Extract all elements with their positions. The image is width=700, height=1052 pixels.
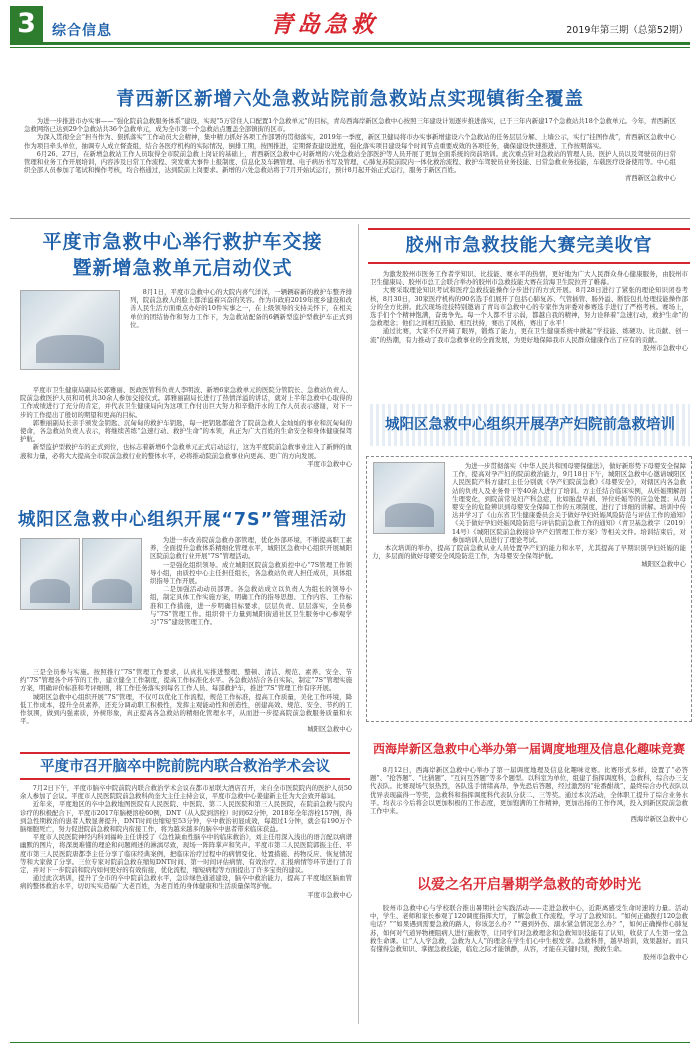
title-rule [20,778,350,780]
photo [20,538,80,610]
article-source: 青西新区急救中心 [624,174,676,183]
column-divider [358,224,359,1024]
article-source: 平度市急救中心 [307,459,352,468]
title-rule [20,752,350,754]
section-divider [10,218,690,219]
article-body: 胶州市急救中心与学校联合推出暑期社会实践活动——走进急救中心，近距离感受生命时速的力量。活动中，学生、老师和家长参观了120调度指挥大厅，了解急救工作流程，学习了急救知识。“如何正确拨打120急救电话？”“如果遇到需要急救的路人，你该怎么办？”“遇到外伤、溺水紧急情况怎么办？”，如何正确操作心肺复苏，如何对气道异物梗阻病人进行施救等，让同学们对急救理念和急救知识技能有了认知，收获了人生第一堂急救生命课。让“人人学急救，急救为人人”的理念在学生们心中生根发芽。急救科普，越早培训，效果越好。而只有懂得急救知识、掌握急救技能，临危之际才能镇静，从容，才能在关键时刻，挽救生命。 胶州市急救中心 [370,904,688,962]
article-title: 胶州市急救技能大赛完美收官 [405,235,653,256]
article-title: 西海岸新区急救中心举办第一届调度地理及信息化趣味竞赛 [372,742,685,756]
article-source: 城阳区急救中心 [641,560,686,569]
masthead-logo: 青岛急救 [270,11,378,38]
article-title: 平度市急救中心举行救护车交接 [42,231,323,253]
article-title: 城阳区急救中心组织开展“7S”管理活动 [17,510,348,530]
title-rule [368,228,690,230]
article-body: 为进一步贯彻落实《中华人民共和国母婴保健法》，做好新形势下母婴安全保障工作，提高对孕产妇的院前救治能力，9月18日下午，城阳区急救中心邀请城阳区人民医院产科方建红主任分别就《孕产妇院前急救》《母婴安全》，对辖区内各急救站的负责人及业务骨干等40余人进行了培训。方主任结合临床实例，从妊娠期解剖生理变化，到院前常见妇产科急症，比如胎盘早剥、异位妊娠等的应急处置；从母婴安全的危险辨识到母婴安全保障工作的五项制度，进行了详细的讲解。培训中传达并学习了《山东省卫生健康委员会关于做好孕妇妊娠风险防范与评估工作的通知》《关于做好孕妇妊娠风险防范与评估院前急救工作的通知》（青卫基急救字〔2019〕14号）《城阳区院前急救接诊孕产妇管理工作方案》等相关文件。培训结束后，对参加培训人员进行了理论考试。 本次培训的举办，提高了院前急救从业人员处置孕产妇的能力和水平，尤其提高了早期识别孕妇妊娠的能力，多层面的做好母婴安全风险防范工作，为母婴安全保驾护航。 城阳区急救中心 [372,462,686,569]
issue-info: 2019年第三期（总第52期） [566,25,688,36]
article-title: 平度市召开脑卒中院前院内联合救治学术会议 [40,759,330,775]
article-body: 8月1日，平度市急救中心的大院内喜气洋洋，一辆辆崭新的救护车整齐排列，院前急救人的脸上都洋溢着兴奋的笑容。作为市政府2019年度乡建设和改善人民生活方面重点办好的10件实事之一，在上级领导的支持关怀下，在相关单位的团结协作和努力工作下，为急救站配备的6辆新型监护型救护车正式到位。 [130,288,352,329]
photo [20,290,120,370]
page-number-badge: 3 [10,6,43,42]
article-body: 三是全员参与实施。按照推行“7S”管理工作要求，认真扎实推进整理、整顿、清洁、规范、素养、安全、节约“7S”管理各个环节的工作，建立健全工作制度，提高工作标准化水平。各急救站结合各自实际，制定“7S”管理实施方案，明确评价标准和考评细则，将工作任务落实到每名工作人员、每部救护车，推进“7S”管理工作有序开展。 城阳区急救中心组织开展“7S”管理，不仅可以优化工作流程，规范工作标准，提高工作质量，美化工作环境，降低工作成本，提升全员素养，还充分调动职工积极性，发挥主观能动性和创造性，创建高效、规范、安全、节约的工作氛围，做到内强素质，外树形象，真正提高各急救站的精细化管理水平，从而进一步提高院前急救服务质量和水平。 城阳区急救中心 [20,668,352,734]
article-source: 胶州市急救中心 [643,953,688,962]
article-title-line2: 暨新增急救单元启动仪式 [72,257,293,279]
article-body: 为激发胶州市医务工作者学知识、比技能、赛水平的热情，更好地为广大人民群众身心健康服务，由胶州市卫生健康局、胶州市总工会联合举办的胶州市急救技能大赛在营海卫生院拉开了帷幕。 大赛采取理论知识考试和医疗急救技能操作分步进行的方式开展。8月28日进行了紧张的理论知识闭卷考核，8月30日，30家医疗机构的90名选手们展开了包括心肺复苏、气管插管、肠外溢、断肢包扎处理技能操作部分的全方比拼。此次现场竞技特别邀请了青岛市急救中心的专家作为评委对参赛选手进行了严格考核。赛场上，选手们个个精神饱满，奋勇争先。每一个人都不甘示弱，都越自我的精神，努力诠释着“急速行动，救护生命”的急救理念；他们之间相互鼓励、相互扶持，赛出了风格，赛出了水平！ 通过比赛，大家不仅开阔了眼界，锻炼了能力，更在卫生健康系统中掀起“学技能、练硬功、比贡献、创一流”的热潮，有力推动了我市急救事业的全面发展，为更好地保障我市人民群众健康作出了应有的贡献。 胶州市急救中心 [370,270,688,352]
article-body: 为进一步改善院前急救办部管理，优化外部环境，不断提高职工素养，全面提升急救体系精细化管理水平，城阳区急救中心组织开展城阳区院前急救行业开展“7S”管理活动。 一是强化组织领导。成立城阳区院前急救质控中心“7S管理工作领导小组，由质控中心主任担任组长，各急救站负责人担任成员，具体组织指导工作开展。 二是加强活动动员部署。各急救站成立以负责人为组长的领导小组，制定具体工作实施方案，明确工作的指导思想、工作内容、工作标准和工作措施，进一步明确目标要求，层层负责、层层落实，全员参与“7S”管理工作。组织骨干力量到城阳街道社区卫生服务中心参观学习“7S”建设管理工作。 [150,536,352,627]
header-rule [10,42,690,45]
article-title: 以爱之名开启暑期学急救的奇妙时光 [417,877,641,893]
article-source: 城阳区急救中心 [307,725,352,734]
photo [82,538,142,610]
article-source: 胶州市急救中心 [643,343,688,352]
article-body: 为进一步推进市办实事——“强化院前急救服务体系”建设，实现“5万常住人口配置1个急救单元”的目标，青岛西海岸新区急救中心按照三年建设计划逐步推进落实，已于三年内新建17个急救站共18个急救单元。今年，青西新区急救网络已达到29个急救站共36个急救单元，成为全市第一个急救站点覆盖全部镇街的区市。 为深入贯彻全会“担当作为、狠抓落实”工作动员大会精神，集中精力抓好各项工作部署的贯彻落实，2019年一季度，新区卫健局将市办实事新增建设六个急救站的任务层层分解、上墙公示，实行“挂图作战”，青西新区急救中心作为项目牵头单位，抽调专人成立督查组，结合各医疗机构的实际情况，倒排工期，按图推进，定期督查建设进度，强化落实项目建设每个时间节点重要成效的各项任务，确保建设快速推进、工作按期落实。 6月26、27日，在新增急救站工作人员取得全市院前急救上岗证的基础上，青西新区急救中心对新增的六处急救站全部医护等人员开展了更加全面系统的岗前培训。此次重点针对急救站的管理人员、医护人员以及驾驶员的日常管理和业务工作开展培训，内容涉及日常工作流程、突发重大事件上报制度、信息化及车辆管理、电子病历书写及管理、心肺复苏院前院内一体化救治流程、救护车驾驶员业务技能、日常急救业务技能，车载医疗设备使用等。中心组织全部人员参加了笔试和操作考核，均合格通过，达到院前上岗要求。新增的六处急救站将于7月开始试运行，预计8月起开始正式运行，服务于新区百姓。 青西新区急救中心 [24,117,676,183]
title-rule [368,262,690,264]
article-title: 青西新区新增六处急救站院前急救站点实现镇街全覆盖 [115,89,584,110]
article-body: 8月12日，西海岸新区急救中心举办了第一届调度地理及信息化趣味竞赛。比赛形式多样，设置了“必答题”、“抢答题”、“比猜题”、“互问互答题”等多个题型。以科室为单位，组建了指挥调度科，急救科，综合办三支代表队。比赛现场气氛热烈，各队选手情绪高昂，争先恐后答题，经过激烈的“轮番酣战”，最终综合办代表队以优异表现赢得一等奖，急救科和指挥调度科代表队分获二、三等奖。通过本次活动，全体职工提升了综合业务水平。均表示今后将会以更加积极的工作态度，更加饱满的工作精神，更加出扬的工作作风，投入到新区院前急救工作中来。 西海岸新区急救中心 [370,766,688,824]
article-body: 平度市卫生健康局副局长郭雅丽、医政医管科负责人李明波、新增6家急救单元的医院分管院长、急救站负责人、院前急救医护人员和司机共30余人参加交接仪式。郭雅丽副局长进行了热情洋溢的讲话，就对上半年急救中心取得的工作成绩进行了充分的肯定，并代表卫生健康局向为这项工作付出巨大努力和辛勤汗水的工作人员表示感谢，对下一步的工作提出了殷切的期望和更高的目标。 郭雅丽副局长亲手颁发金钥匙、沉甸甸的救护车钥匙，每一把钥匙都蕴含了院前急救人金灿灿的事业和沉甸甸的使命，各急救站负责人表示，将继续苦练“急速行动、救护生命”的本领，真正为广大百姓的生命安全和身体健康保驾护航。 新型监护型救护车的正式到位，也标志着新增6个急救单元正式启动运行，这为平度院前急救事业注入了新鲜的血液和力量，必将大大提高全市院前急救行业的整体水平，必将推动院前急救事业向更高、更广的方向发展。 平度市急救中心 [20,386,352,468]
article-title: 城阳区急救中心组织开展孕产妇院前急救培训 [385,417,675,433]
article-body: 7月2日下午，平度市脑卒中院前院内联合救治学术会议在都市星联大酒店召开，来自全市医院院内的医护人员50余人参加了会议。平度市人民医院院前急救科尚奎大主任主持会议，平度市急救中心姜建新主任为大会致开幕词。 近年来，平度地区的卒中急救地图医院有人民医院、中医院、第二人民医院和第三人民医院，在院前急救与院内诊疗的积极配合下，平度市2017年脑梗溶栓60例，DNT（从入院到溶栓）时间62分钟，2018年全年溶栓157例，得到急性期救治的患者人数显著提升，DNT时间也缩短至53分钟，卒中救治初显成效，每超过1分钟，就会有190万个脑细胞死亡，努力促进院前急救和院内衔接工作，将为越来越多的脑卒中患者带来临床获益。 平度市人民医院神经内科刘福岭主任讲授了《急性缺血性脑卒中的临床救治》，刘主任用深入浅出的语言配以病谱幽默的图片，将深奥难懂的理论和问题阐述的淋漓尽致，现场一阵阵掌声和笑声。平度市第二人民医院郭振主任、平度市第三人民医院唐都李主任分享了临床经典案例，把临床治疗过程中的病情变化、处置措施、药物反应、恢复情况等和大家做了分享。三位专家对院前急救在缩短DNT时间、第一时间评估病情、有效治疗、汇报病情等环节进行了肯定，并对下一步院前和院内如何更好的有效衔接，优化流程，缩短病程等方面提出了许多宝贵的建议。 通过此次培训，提升了全市的卒中院前急救水平，急诊绿色通道建设，脑卒中救治能力，提高了平度地区脑血管病的整体救治水平，切切实实造福广大老百姓，为老百姓的身体健康和生活质量保驾护航。 平度市急救中心 [20,784,352,899]
article-source: 西海岸新区急救中心 [630,815,688,824]
section-title: 综合信息 [52,23,112,39]
header-rule-thin [10,47,690,48]
footer-rule [10,1042,690,1043]
article-source: 平度市急救中心 [307,890,352,899]
